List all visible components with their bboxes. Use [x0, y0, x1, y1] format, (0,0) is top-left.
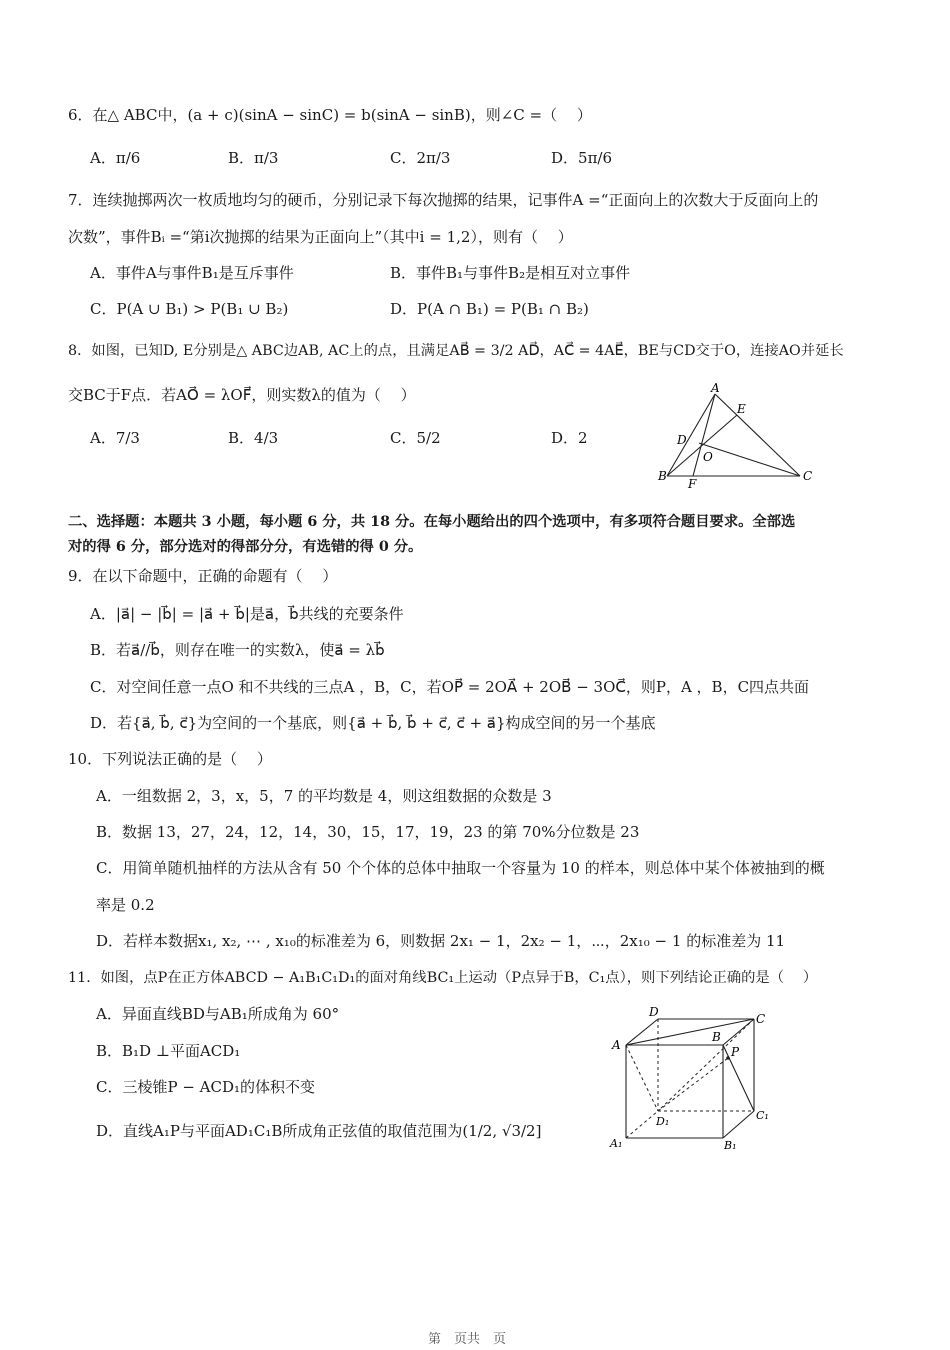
fig11-label-d: D — [649, 1005, 659, 1019]
q6-stem: 6．在△ ABC中，(a + c)(sinA − sinC) = b(sinA − sinB)，则∠C =（ ） — [68, 106, 592, 124]
q11-option-c: C．三棱锥P − ACD₁的体积不变 — [96, 1078, 316, 1096]
q6-option-a: A．π/6 — [90, 149, 141, 167]
fig11-label-b1: B₁ — [724, 1139, 737, 1152]
q6-option-c: C．2π/3 — [390, 149, 451, 167]
cube-figure — [606, 1003, 786, 1153]
q10-stem: 10．下列说法正确的是（ ） — [68, 750, 272, 768]
fig8-label-b: B — [658, 469, 667, 483]
fig11-label-d1: D₁ — [656, 1115, 670, 1128]
q7-option-d: D．P(A ∩ B₁) = P(B₁ ∩ B₂) — [390, 300, 589, 318]
triangle-figure — [655, 382, 825, 490]
q6-option-b: B．π/3 — [228, 149, 279, 167]
q8-option-a: A．7/3 — [90, 429, 140, 447]
fig8-label-o: O — [703, 450, 713, 464]
page-footer: 第 页共 页 — [428, 1332, 507, 1347]
q8-stem-line1: 8．如图，已知D, E分别是△ ABC边AB, AC上的点，且满足AB⃗ = 3/2 AD⃗，AC⃗ = 4AE⃗，BE与CD交于O，连接AO并延长 — [68, 343, 844, 359]
fig11-label-a1: A₁ — [610, 1137, 623, 1150]
q11-option-b: B．B₁D ⊥平面ACD₁ — [96, 1042, 241, 1060]
fig11-label-p: P — [731, 1045, 740, 1059]
fig8-label-a: A — [711, 382, 720, 395]
q10-option-a: A．一组数据 2，3，x，5，7 的平均数是 4，则这组数据的众数是 3 — [96, 787, 552, 805]
fig11-label-c: C — [756, 1012, 766, 1026]
q9-stem: 9．在以下命题中，正确的命题有（ ） — [68, 567, 338, 585]
fig8-label-e: E — [737, 402, 746, 416]
q7-stem-line2: 次数”，事件Bᵢ =“第i次抛掷的结果为正面向上”（其中i = 1,2），则有（ ） — [68, 228, 573, 246]
q9-option-b: B．若a⃗//b⃗，则存在唯一的实数λ，使a⃗ = λb⃗ — [90, 641, 385, 659]
q8-option-c: C．5/2 — [390, 429, 441, 447]
fig8-label-f: F — [688, 477, 697, 490]
q7-option-b: B．事件B₁与事件B₂是相互对立事件 — [390, 264, 631, 282]
q6-option-d: D．5π/6 — [551, 149, 613, 167]
q7-option-a: A．事件A与事件B₁是互斥事件 — [90, 264, 294, 282]
fig8-label-c: C — [803, 469, 813, 483]
fig11-label-a: A — [612, 1038, 621, 1052]
fig11-label-b: B — [712, 1030, 721, 1044]
section2-heading-line2: 对的得 6 分，部分选对的得部分分，有选错的得 0 分。 — [68, 539, 423, 555]
q7-option-c: C．P(A ∪ B₁) > P(B₁ ∪ B₂) — [90, 300, 289, 318]
q11-stem: 11．如图，点P在正方体ABCD − A₁B₁C₁D₁的面对角线BC₁上运动（P点异于B，C₁点），则下列结论正确的是（ ） — [68, 970, 818, 986]
section2-heading-line1: 二、选择题：本题共 3 小题，每小题 6 分，共 18 分。在每小题给出的四个选项中，有多项符合题目要求。全部选 — [68, 514, 796, 530]
q10-option-c-line2: 率是 0.2 — [96, 896, 155, 914]
fig8-label-d: D — [677, 433, 687, 447]
q8-option-b: B．4/3 — [228, 429, 279, 447]
q11-option-d: D．直线A₁P与平面AD₁C₁B所成角正弦值的取值范围为(1/2, √3/2] — [96, 1122, 542, 1140]
fig11-label-c1: C₁ — [756, 1109, 769, 1122]
q10-option-c-line1: C．用简单随机抽样的方法从含有 50 个个体的总体中抽取一个容量为 10 的样本，则总体中某个体被抽到的概 — [96, 859, 825, 877]
q7-stem-line1: 7．连续抛掷两次一枚质地均匀的硬币，分别记录下每次抛掷的结果，记事件A =“正面向上的次数大于反面向上的 — [68, 191, 819, 209]
q9-option-d: D．若{a⃗, b⃗, c⃗}为空间的一个基底，则{a⃗ + b⃗, b⃗ + c⃗, c⃗ + a⃗}构成空间的另一个基底 — [90, 714, 656, 732]
q8-option-d: D．2 — [551, 429, 588, 447]
q9-option-c: C．对空间任意一点O 和不共线的三点A ，B，C，若OP⃗ = 2OA⃗ + 2OB⃗ − 3OC⃗，则P，A ，B，C四点共面 — [90, 678, 810, 696]
q9-option-a: A．|a⃗| − |b⃗| = |a⃗ + b⃗|是a⃗，b⃗共线的充要条件 — [90, 605, 404, 623]
q11-option-a: A．异面直线BD与AB₁所成角为 60° — [96, 1005, 340, 1023]
q8-stem-line2: 交BC于F点．若AO⃗ = λOF⃗，则实数λ的值为（ ） — [68, 386, 416, 404]
q10-option-d: D．若样本数据x₁, x₂, ⋯ , x₁₀的标准差为 6，则数据 2x₁ − 1，2x₂ − 1，⋯，2x₁₀ − 1 的标准差为 11 — [96, 932, 786, 950]
q10-option-b: B．数据 13，27，24，12，14，30，15，17，19，23 的第 70%分位数是 23 — [96, 823, 640, 841]
